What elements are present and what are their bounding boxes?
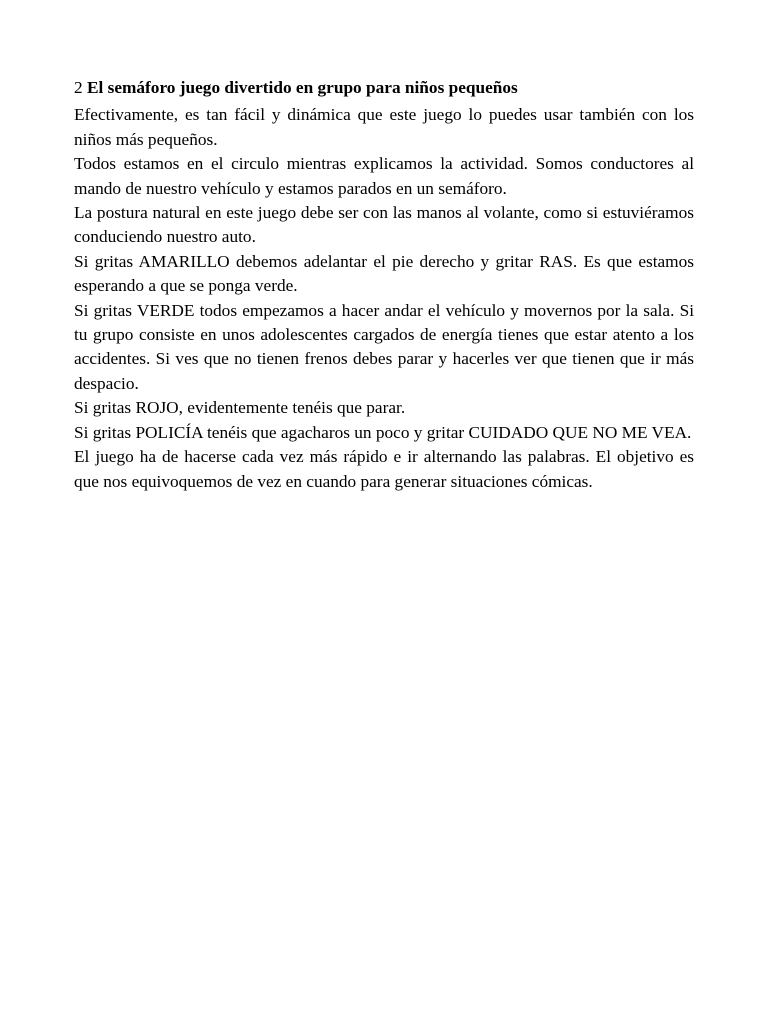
section-title: El semáforo juego divertido en grupo para niños pequeños xyxy=(86,78,518,97)
section-heading xyxy=(74,76,694,100)
paragraph-rojo: Si gritas ROJO, evidentemente tenéis que parar. xyxy=(74,398,406,418)
paragraph-amarillo: Si gritas AMARILLO debemos adelantar el pie derecho y gritar RAS. Es que estamos esperando a que se ponga verde. xyxy=(74,251,694,296)
paragraph-verde: Si gritas VERDE todos empezamos a hacer andar el vehículo y movernos por la sala. Si tu grupo consiste en unos adolescentes cargados de energía tienes que estar atento a los accidentes. Si ves que no tienen frenos debes parar y hacerles ver que tienen que ir más despacio. xyxy=(74,300,694,393)
section-number: 2 xyxy=(74,78,83,97)
paragraph-posture: La postura natural en este juego debe ser con las manos al volante, como si estuviéramos conduciendo nuestro auto. xyxy=(74,203,694,247)
paragraph-circle: Todos estamos en el circulo mientras explicamos la actividad. Somos conductores al mando de nuestro vehículo y estamos parados en un semáforo. xyxy=(74,154,694,198)
paragraph-policia: Si gritas POLICÍA tenéis que agacharos un poco y gritar CUIDADO QUE NO ME VEA. xyxy=(74,422,692,442)
paragraph-closing: El juego ha de hacerse cada vez más rápido e ir alternando las palabras. El objetivo es que nos equivoquemos de vez en cuando para generar situaciones cómicas. xyxy=(74,447,694,491)
document-page xyxy=(74,76,694,494)
paragraph-intro: Efectivamente, es tan fácil y dinámica que este juego lo puedes usar también con los niños más pequeños. xyxy=(74,105,694,149)
